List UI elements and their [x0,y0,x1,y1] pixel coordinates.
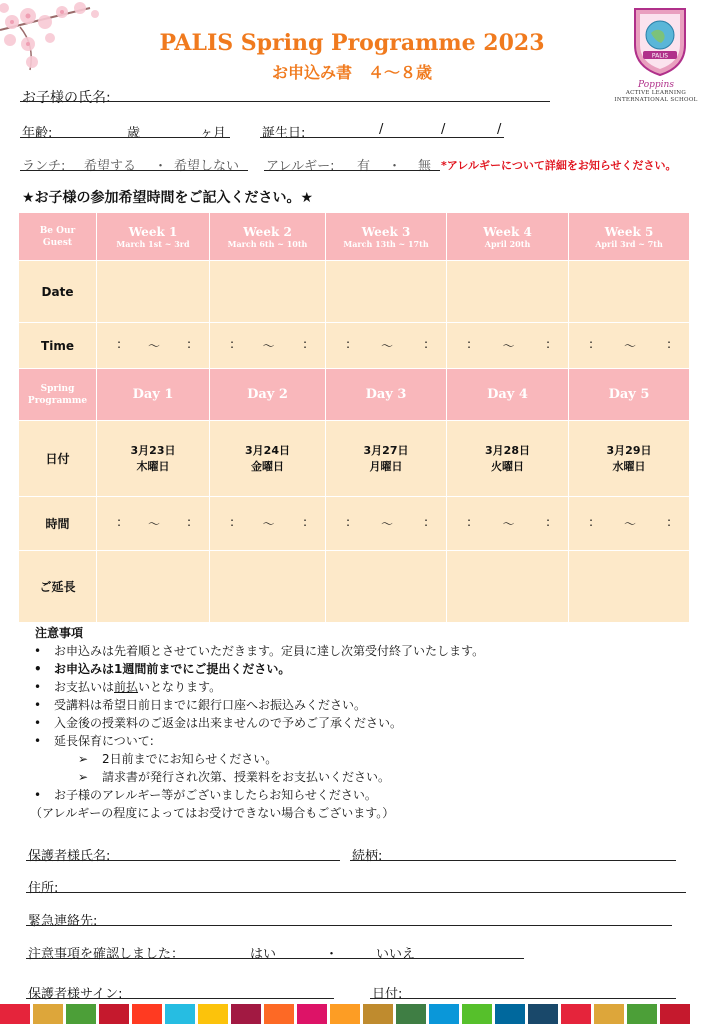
table-corner-spring: Spring Programme [19,369,97,421]
note-item: • 受講料は希望日前日までに銀行口座へお振込みください。 [30,696,690,714]
week-5-time-cell[interactable]: : 〜 : [569,323,690,369]
day-5-extension-cell[interactable] [569,551,690,623]
week-5-date-cell[interactable] [569,261,690,323]
note-item: • お申込みは先着順とさせていただきます。定員に達し次第受付終了いたします。 [30,642,690,660]
palis-crest-logo [631,5,689,77]
birthday-separator-3: / [497,122,502,137]
week-3-header: Week 3 March 13th ~ 17th [326,213,447,261]
signature-date-field[interactable] [370,998,676,999]
day-3-extension-cell[interactable] [326,551,447,623]
row-label-time: Time [19,323,97,369]
color-stripe-segment [165,1004,195,1024]
lunch-underline [20,170,248,171]
note-item: • お支払いは前払いとなります。 [30,678,690,696]
week-4-time-cell[interactable]: : 〜 : [447,323,569,369]
schedule-table [18,212,690,623]
child-name-field[interactable] [20,101,550,102]
confirm-dot: ・ [325,947,339,962]
color-stripe-segment [330,1004,360,1024]
schedule-heading: ★お子様の参加希望時間をご記入ください。★ [22,190,314,206]
note-footnote: （アレルギーの程度によってはお受けできない場合もございます。） [30,806,395,820]
child-name-label: お子様の氏名: [22,90,111,106]
day-header-row [19,369,690,421]
confirm-label: 注意事項を確認しました： [28,947,185,962]
color-stripe-segment [198,1004,228,1024]
lunch-option-no[interactable]: 希望しない [174,159,240,174]
color-stripe-segment [462,1004,492,1024]
age-years-unit: 歳 [127,126,141,141]
color-stripe-segment [594,1004,624,1024]
relation-label: 続柄: [352,849,383,864]
guardian-name-label: 保護者様氏名: [28,849,111,864]
birthday-label: 誕生日: [262,126,306,141]
week-5-header: Week 5 April 3rd ~ 7th [569,213,690,261]
birthday-field[interactable] [260,137,504,138]
color-stripe-segment [660,1004,690,1024]
address-field[interactable] [26,892,686,893]
week-4-header: Week 4 April 20th [447,213,569,261]
guardian-signature-field[interactable] [26,998,334,999]
day-5-header: Day 5 [569,369,690,421]
day-extension-row [19,551,690,623]
row-label-hizuke: 日付 [19,421,97,497]
emergency-contact-label: 緊急連絡先: [28,914,98,929]
notes-title: 注意事項 [35,626,84,640]
lunch-label: ランチ: [22,159,66,174]
color-stripe-segment [66,1004,96,1024]
day-2-date: 3月24日 金曜日 [210,421,326,497]
week-3-time-cell[interactable]: : 〜 : [326,323,447,369]
birthday-separator-1: / [379,122,384,137]
day-2-time-cell[interactable]: : 〜 : [210,497,326,551]
day-1-time-cell[interactable]: : 〜 : [97,497,210,551]
week-1-date-cell[interactable] [97,261,210,323]
color-stripe-segment [0,1004,30,1024]
color-stripe-segment [132,1004,162,1024]
week-header-row [19,213,690,261]
week-time-row [19,323,690,369]
color-stripe-segment [495,1004,525,1024]
signature-date-label: 日付: [372,987,403,1002]
week-2-date-cell[interactable] [210,261,326,323]
day-date-row [19,421,690,497]
week-1-time-cell[interactable]: : 〜 : [97,323,210,369]
week-4-date-cell[interactable] [447,261,569,323]
note-item: • お子様のアレルギー等がございましたらお知らせください。 [30,786,690,804]
row-label-extension: ご延長 [19,551,97,623]
lunch-dot: ・ [154,159,168,174]
day-4-extension-cell[interactable] [447,551,569,623]
address-label: 住所: [28,881,59,896]
week-1-header: Week 1 March 1st ~ 3rd [97,213,210,261]
day-5-date: 3月29日 水曜日 [569,421,690,497]
allergy-option-yes[interactable]: 有 [357,159,371,174]
day-3-date: 3月27日 月曜日 [326,421,447,497]
day-5-time-cell[interactable]: : 〜 : [569,497,690,551]
day-4-time-cell[interactable]: : 〜 : [447,497,569,551]
day-4-header: Day 4 [447,369,569,421]
brand-name: Poppins [638,80,674,90]
note-subitem: ➢ 2日前までにお知らせください。 [30,750,690,768]
school-name-line2: INTERNATIONAL SCHOOL [614,97,698,103]
confirm-no-option[interactable]: いいえ [376,947,416,962]
color-stripe-segment [264,1004,294,1024]
week-2-header: Week 2 March 6th ~ 10th [210,213,326,261]
note-item: • 延長保育について: [30,732,690,750]
day-1-header: Day 1 [97,369,210,421]
page-subtitle: お申込み書 ４～８歳 [271,63,432,82]
color-stripe-segment [528,1004,558,1024]
emergency-contact-field[interactable] [26,925,672,926]
confirm-yes-option[interactable]: はい [250,947,277,962]
color-stripe-segment [561,1004,591,1024]
day-4-date: 3月28日 火曜日 [447,421,569,497]
school-name-line1: ACTIVE LEARNING [625,90,687,96]
color-stripe-segment [33,1004,63,1024]
week-2-time-cell[interactable]: : 〜 : [210,323,326,369]
guardian-name-field[interactable] [26,860,340,861]
lunch-option-yes[interactable]: 希望する [84,159,137,174]
row-label-jikan: 時間 [19,497,97,551]
allergy-underline [264,170,440,171]
confirm-underline [26,958,524,959]
allergy-label: アレルギー: [266,159,335,174]
row-label-date: Date [19,261,97,323]
day-time-row [19,497,690,551]
color-stripe-segment [231,1004,261,1024]
day-1-date: 3月23日 木曜日 [97,421,210,497]
color-stripe-segment [297,1004,327,1024]
allergy-note: *アレルギーについて詳細をお知らせください。 [441,159,677,172]
age-label: 年齢: [22,126,53,141]
day-3-time-cell[interactable]: : 〜 : [326,497,447,551]
note-item: • 入金後の授業料のご返金は出来ませんので予めご了承ください。 [30,714,690,732]
table-corner-guest: Be Our Guest [19,213,97,261]
day-2-extension-cell[interactable] [210,551,326,623]
note-subitem: ➢ 請求書が発行され次第、授業料をお支払いください。 [30,768,690,786]
week-3-date-cell[interactable] [326,261,447,323]
guardian-signature-label: 保護者様サイン: [28,987,123,1002]
notes-section [30,624,690,822]
note-item: • お申込みは1週間前までにご提出ください。 [30,660,690,678]
week-date-row [19,261,690,323]
relation-field[interactable] [350,860,676,861]
day-3-header: Day 3 [326,369,447,421]
color-stripe-segment [627,1004,657,1024]
page-title: PALIS Spring Programme 2023 [159,30,545,56]
birthday-separator-2: / [441,122,446,137]
color-stripe-segment [429,1004,459,1024]
age-months-unit: ヶ月 [200,126,227,141]
school-branding [610,80,702,104]
allergy-option-no[interactable]: 無 [418,159,432,174]
day-1-extension-cell[interactable] [97,551,210,623]
color-stripe-segment [363,1004,393,1024]
allergy-dot: ・ [388,159,402,174]
color-stripe-footer [0,1004,704,1024]
day-2-header: Day 2 [210,369,326,421]
age-field[interactable] [20,137,230,138]
crest-text: PALIS [651,52,669,60]
color-stripe-segment [99,1004,129,1024]
color-stripe-segment [396,1004,426,1024]
